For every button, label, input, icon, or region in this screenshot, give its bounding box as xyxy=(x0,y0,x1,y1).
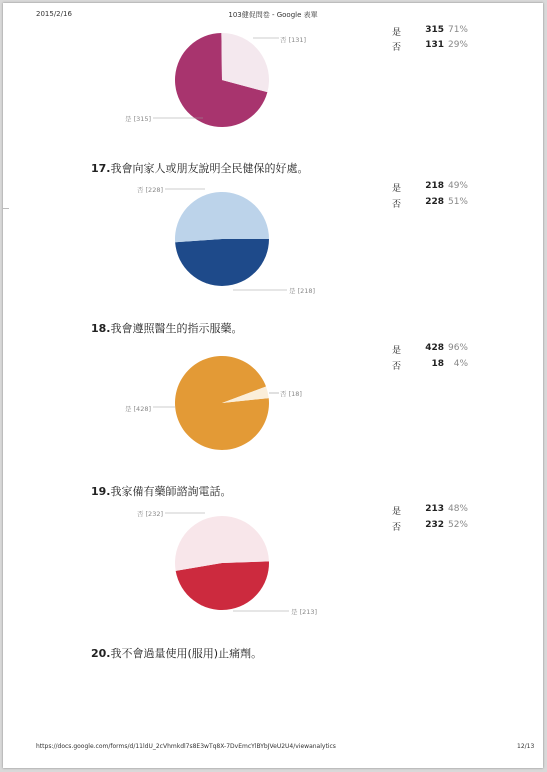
pie-slice-yes xyxy=(175,356,269,450)
stat-percent: 4% xyxy=(453,359,468,369)
stat-count: 232 xyxy=(425,520,444,530)
pie-slice-yes xyxy=(175,239,269,286)
stat-label: 是 xyxy=(392,346,402,356)
stat-count: 228 xyxy=(425,197,444,207)
stat-label: 否 xyxy=(392,43,402,53)
stat-count: 131 xyxy=(425,40,444,50)
pie-slice-no xyxy=(175,192,269,242)
pie-chart-16 xyxy=(103,20,343,145)
pie-chart-19 xyxy=(103,503,343,628)
pie-label-yes: 是 [428] xyxy=(124,405,151,413)
stat-label: 否 xyxy=(392,523,402,533)
question-number: 17. xyxy=(91,162,111,175)
question-number: 19. xyxy=(91,485,111,498)
pie-label-no: 否 [228] xyxy=(136,186,163,194)
question-title-18 xyxy=(91,320,243,336)
footer-url: https://docs.google.com/forms/d/11ldU_2cVhmkdl7s8E3wTq8X-7DvEmcYlBYbJVeU2U4/viewanalytics xyxy=(36,743,336,750)
stat-label: 是 xyxy=(392,507,402,517)
stat-percent: 29% xyxy=(447,40,468,50)
pie-chart-18 xyxy=(103,343,343,468)
pie-label-no: 否 [131] xyxy=(280,36,307,44)
stat-count: 218 xyxy=(425,181,444,191)
stat-count: 213 xyxy=(425,504,444,514)
question-text: 我會遵照醫生的指示服藥。 xyxy=(110,322,243,335)
stat-label: 是 xyxy=(392,184,402,194)
stat-percent: 96% xyxy=(447,343,468,353)
stat-label: 否 xyxy=(392,362,402,372)
pie-label-yes: 是 [315] xyxy=(125,115,152,123)
margin-tick xyxy=(3,208,9,209)
question-number: 20. xyxy=(91,647,111,660)
header-title: 103健促問卷 - Google 表單 xyxy=(228,11,318,19)
stat-percent: 48% xyxy=(447,504,468,514)
stat-percent: 49% xyxy=(447,181,468,191)
pie-label-yes: 是 [213] xyxy=(291,608,318,616)
stat-count: 18 xyxy=(431,359,444,369)
printed-page xyxy=(3,3,543,768)
footer-page-number: 12/13 xyxy=(517,743,535,750)
question-title-19 xyxy=(91,483,232,499)
question-title-20 xyxy=(91,645,262,661)
stat-count: 428 xyxy=(425,343,444,353)
pie-chart-17 xyxy=(103,179,343,304)
question-number: 18. xyxy=(91,322,111,335)
stat-percent: 71% xyxy=(447,25,468,35)
question-text: 我家備有藥師諮詢電話。 xyxy=(110,485,232,498)
header-date: 2015/2/16 xyxy=(36,10,72,18)
stat-label: 否 xyxy=(392,200,402,210)
pie-slice-yes xyxy=(176,561,269,610)
question-title-17 xyxy=(91,160,309,176)
stat-percent: 51% xyxy=(447,197,468,207)
stat-label: 是 xyxy=(392,28,402,38)
pie-label-no: 否 [232] xyxy=(136,510,163,518)
stat-count: 315 xyxy=(425,25,444,35)
pie-label-no: 否 [18] xyxy=(280,390,302,398)
question-text: 我會向家人或朋友說明全民健保的好處。 xyxy=(110,162,309,175)
pie-label-yes: 是 [218] xyxy=(289,287,316,295)
question-text: 我不會過量使用(服用)止痛劑。 xyxy=(110,647,263,660)
stat-percent: 52% xyxy=(447,520,468,530)
